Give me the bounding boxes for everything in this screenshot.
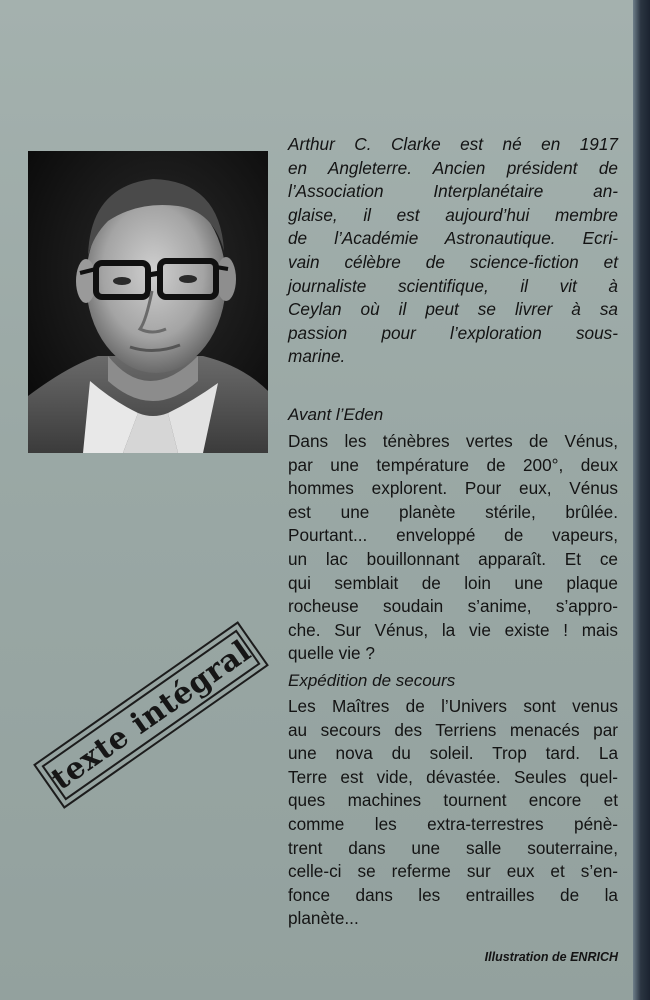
bio-line: passion pour l’exploration sous-: [288, 322, 618, 343]
body-line: che. Sur Vénus, la vie existe ! mais: [288, 619, 618, 640]
body-line: une nova du soleil. Trop tard. La: [288, 743, 618, 764]
body-line: hommes explorent. Pour eux, Vénus: [288, 478, 618, 499]
body-line: qui semblait de loin une plaque: [288, 572, 618, 593]
author-biography: [288, 133, 618, 369]
body-line: trent dans une salle souterraine,: [288, 837, 618, 858]
bio-line: Arthur C. Clarke est né en 1917: [288, 134, 618, 154]
section-title-expedition-de-secours: Expédition de secours: [288, 671, 456, 690]
body-line: quelle vie ?: [288, 643, 375, 664]
bio-line: l’Association Interplanétaire an-: [288, 181, 618, 202]
body-line: rocheuse soudain s’anime, s’appro-: [288, 596, 618, 617]
stamp-text: texte intégral: [44, 633, 258, 797]
section-body-avant-leden: [288, 430, 618, 666]
author-portrait-photo: [28, 151, 268, 453]
spine-edge: [633, 0, 650, 1000]
body-line: Pourtant... enveloppé de vapeurs,: [288, 525, 618, 546]
body-line: au secours des Terriens menacés par: [288, 719, 618, 740]
body-line: planète...: [288, 908, 359, 929]
bio-line: Ceylan où il peut se livrer à sa: [288, 299, 618, 320]
section-body-expedition-de-secours: [288, 695, 618, 931]
body-line: fonce dans les entrailles de la: [288, 884, 618, 905]
body-line: Les Maîtres de l’Univers sont venus: [288, 696, 618, 716]
author-portrait-image: [28, 151, 268, 453]
bio-line: vain célèbre de science-fiction et: [288, 251, 618, 272]
bio-line: de l’Académie Astronautique. Ecri-: [288, 228, 618, 249]
body-line: est une planète stérile, brûlée.: [288, 501, 618, 522]
section-title-avant-leden: Avant l’Eden: [288, 405, 384, 424]
body-line: comme les extra-terrestres pénè-: [288, 813, 618, 834]
bio-line: marine.: [288, 346, 346, 367]
illustration-credit: Illustration de ENRICH: [484, 950, 618, 964]
body-line: Terre est vide, dévastée. Seules quel-: [288, 766, 618, 787]
body-line: celle-ci se referme sur eux et s’en-: [288, 861, 618, 882]
bio-line: journaliste scientifique, il vit à: [288, 275, 618, 296]
body-line: par une température de 200°, deux: [288, 454, 618, 475]
body-line: ques machines tournent encore et: [288, 790, 618, 811]
body-line: Dans les ténèbres vertes de Vénus,: [288, 431, 618, 451]
bio-line: glaise, il est aujourd’hui membre: [288, 204, 618, 225]
body-line: un lac bouillonnant apparaît. Et ce: [288, 548, 618, 569]
bio-line: en Angleterre. Ancien président de: [288, 157, 618, 178]
